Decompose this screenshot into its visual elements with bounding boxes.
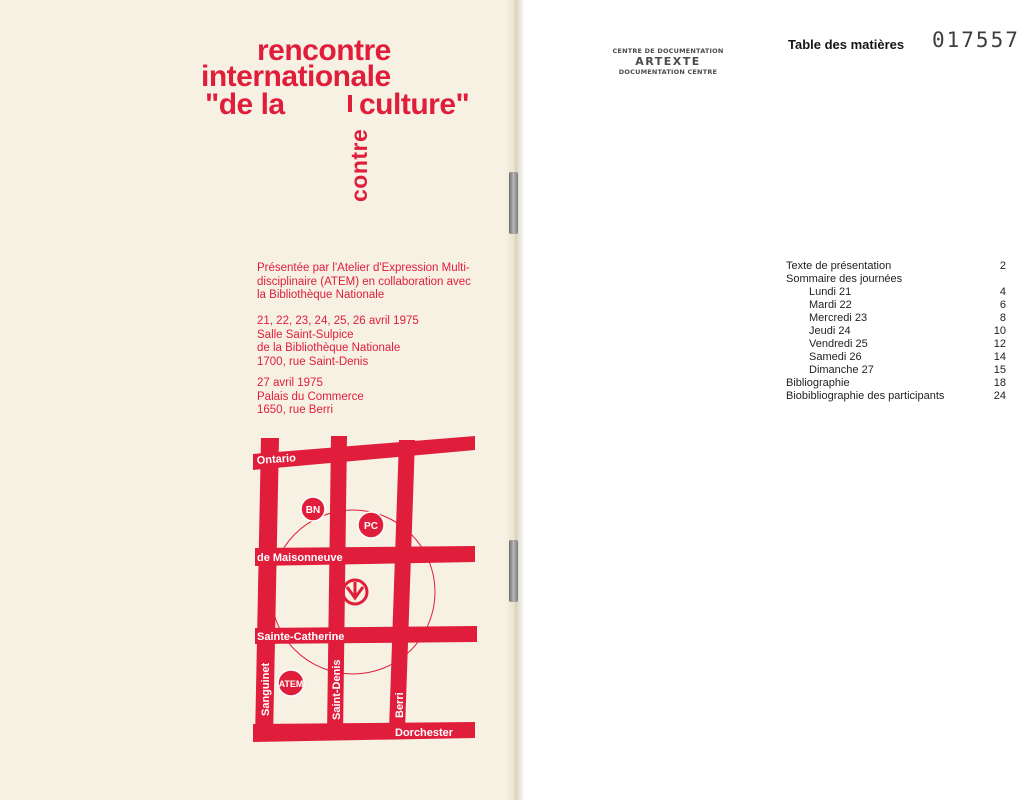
left-page [0,0,516,800]
title-vertical-contre: contre [346,128,372,202]
toc-row [786,260,1006,273]
street-berri-shape [389,440,415,730]
toc-page: 6 [999,299,1006,311]
toc-row [786,286,1006,299]
venue-address: 1700, rue Saint-Denis [257,355,369,368]
serial-number: 017557 [932,28,1020,52]
street-label-maisonneuve: de Maisonneuve [257,552,343,564]
title-line-rencontre: rencontre [257,34,391,67]
presented-by-line: Présentée par l'Atelier d'Expression Multi- [257,262,470,274]
stamp-middle-line: ARTEXTE [635,55,701,68]
toc-label: Texte de présentation [786,260,892,272]
street-label-sainte-catherine: Sainte-Catherine [257,631,345,643]
toc-page: 18 [993,377,1006,389]
toc-row [786,312,1006,325]
title-line-culture: culture" [359,88,470,121]
venue-date: 27 avril 1975 [257,377,323,389]
toc-row [786,364,1006,377]
toc-row [786,325,1006,338]
venue-block-2 [257,377,364,418]
marker-label-bn: BN [305,505,321,516]
staple-bottom [509,540,518,602]
toc-label: Samedi 26 [809,351,862,363]
toc-row [786,273,1006,286]
venue-dates: 21, 22, 23, 24, 25, 26 avril 1975 [257,315,419,327]
table-of-contents [786,260,1006,403]
title-line-internationale: internationale [201,60,391,93]
toc-row [786,351,1006,364]
toc-row [786,338,1006,351]
street-label-saint-denis: Saint-Denis [331,659,343,720]
presented-by-line: disciplinaire (ATEM) en collaboration avec [257,275,471,288]
street-label-sanguinet: Sanguinet [260,662,272,716]
street-map [243,430,483,750]
metro-icon [343,580,367,604]
title-divider-bar [348,95,352,112]
book-gutter [506,0,524,800]
street-label-dorchester: Dorchester [395,727,454,739]
venue-block-1 [257,315,419,369]
venue-palace: Palais du Commerce [257,390,364,403]
library-stamp [612,46,724,77]
venue-address: 1650, rue Berri [257,404,334,416]
staple-top [509,172,518,234]
toc-label: Sommaire des journées [786,273,903,285]
toc-title: Table des matières [788,37,905,52]
toc-label: Mercredi 23 [809,312,868,324]
toc-label: Jeudi 24 [809,325,851,337]
venue-library: de la Bibliothèque Nationale [257,342,401,354]
toc-label: Biobibliographie des participants [786,390,945,402]
toc-page: 8 [999,312,1006,324]
presented-by-block [257,262,471,303]
toc-label: Mardi 22 [809,299,852,311]
stamp-top-line: CENTRE DE DOCUMENTATION [612,47,724,55]
venue-hall: Salle Saint-Sulpice [257,328,354,341]
toc-row [786,299,1006,312]
title-line-de-la: "de la [205,88,285,121]
toc-row [786,377,1006,390]
toc-page: 10 [993,325,1006,337]
toc-page: 12 [993,338,1006,350]
toc-page: 15 [993,364,1006,376]
marker-label-pc: PC [364,521,378,532]
toc-page: 2 [999,260,1006,272]
presented-by-line: la Bibliothèque Nationale [257,289,385,301]
toc-label: Lundi 21 [809,286,852,298]
toc-page: 24 [993,390,1006,402]
toc-label: Dimanche 27 [809,364,874,376]
toc-row [786,390,1006,403]
marker-label-atem: ATEM [278,679,304,689]
toc-page: 14 [993,351,1006,363]
toc-page: 4 [999,286,1006,298]
stamp-bottom-line: DOCUMENTATION CENTRE [618,68,718,76]
toc-label: Vendredi 25 [809,338,868,350]
street-label-ontario: Ontario [256,452,297,467]
street-label-berri: Berri [394,692,406,718]
toc-label: Bibliographie [786,377,850,389]
